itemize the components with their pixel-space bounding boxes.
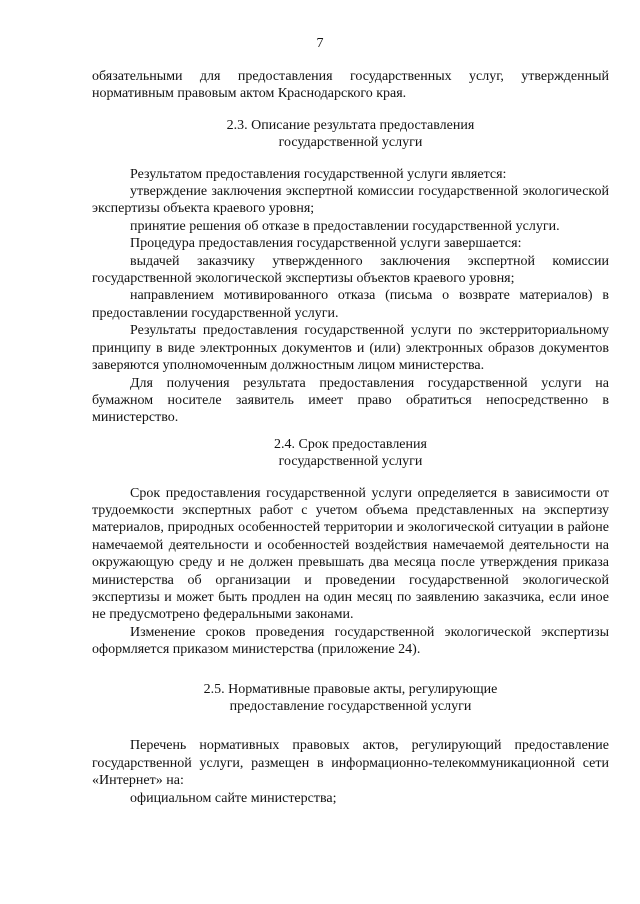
section-2-4-body [92,485,609,659]
section-2-5-body [92,737,609,807]
paragraph: официальном сайте министерства; [130,790,337,806]
paragraph: принятие решения об отказе в предоставлении государственной услуги. [130,218,560,234]
paragraph: Результаты предоставления государственной услуги по экстерриториальному принципу в виде электронных документов и (или) электронных образов документов заверяются уполномоченным должностным лицом министерства. [92,323,609,374]
section-heading-line: 2.3. Описание результата предоставления [226,117,475,133]
section-heading-line: 2.4. Срок предоставления [274,436,427,452]
section-2-3-body [92,166,609,427]
section-heading-line: 2.5. Нормативные правовые акты, регулирующие [203,681,498,697]
section-heading-line: государственной услуги [278,454,423,470]
section-2-5-heading [92,681,609,716]
paragraph: утверждение заключения экспертной комиссии государственной экологической экспертизы объекта краевого уровня; [92,184,609,217]
section-2-4-heading [92,436,609,471]
page-number: 7 [316,36,324,51]
section-2-3-heading [92,117,609,152]
paragraph: Результатом предоставления государственной услуги является: [130,166,507,182]
paragraph: выдачей заказчику утвержденного заключения экспертной комиссии государственной экологической экспертизы объектов краевого уровня; [92,253,609,287]
section-heading-line: государственной услуги [278,135,423,151]
document-body [92,68,609,807]
paragraph: Для получения результата предоставления государственной услуги на бумажном носителе заявитель имеет право обратиться непосредственно в министерство. [92,375,609,426]
paragraph: Изменение сроков проведения государственной экологической экспертизы оформляется приказом министерства (приложение 24). [92,624,609,658]
section-heading-line: предоставление государственной услуги [229,699,472,714]
paragraph: Перечень нормативных правовых актов, регулирующий предоставление государственной услуги, размещен в информационно-телекоммуникационной сети «Интернет» на: [92,738,609,789]
paragraph: Срок предоставления государственной услуги определяется в зависимости от трудоемкости экспертных работ с учетом объема представленных на экспертизу материалов, природных особенностей территории и экологической ситуации в районе намечаемой деятельности и особенностей воздействия намечаемой деятельности на окружающую среду и не должен превышать два месяца после утверждения приказа министерства об организации и проведении государственной экологической экспертизы и может быть продлен на один месяц по заявлению заказчика, если иное не предусмотрено федеральными законами. [92,485,609,623]
paragraph: Процедура предоставления государственной услуги завершается: [130,236,522,252]
continuation-paragraph: обязательными для предоставления государственных услуг, утвержденный нормативным правовым актом Краснодарского края. [92,69,609,102]
paragraph: направлением мотивированного отказа (письма о возврате материалов) в предоставлении государственной услуги. [92,288,609,321]
